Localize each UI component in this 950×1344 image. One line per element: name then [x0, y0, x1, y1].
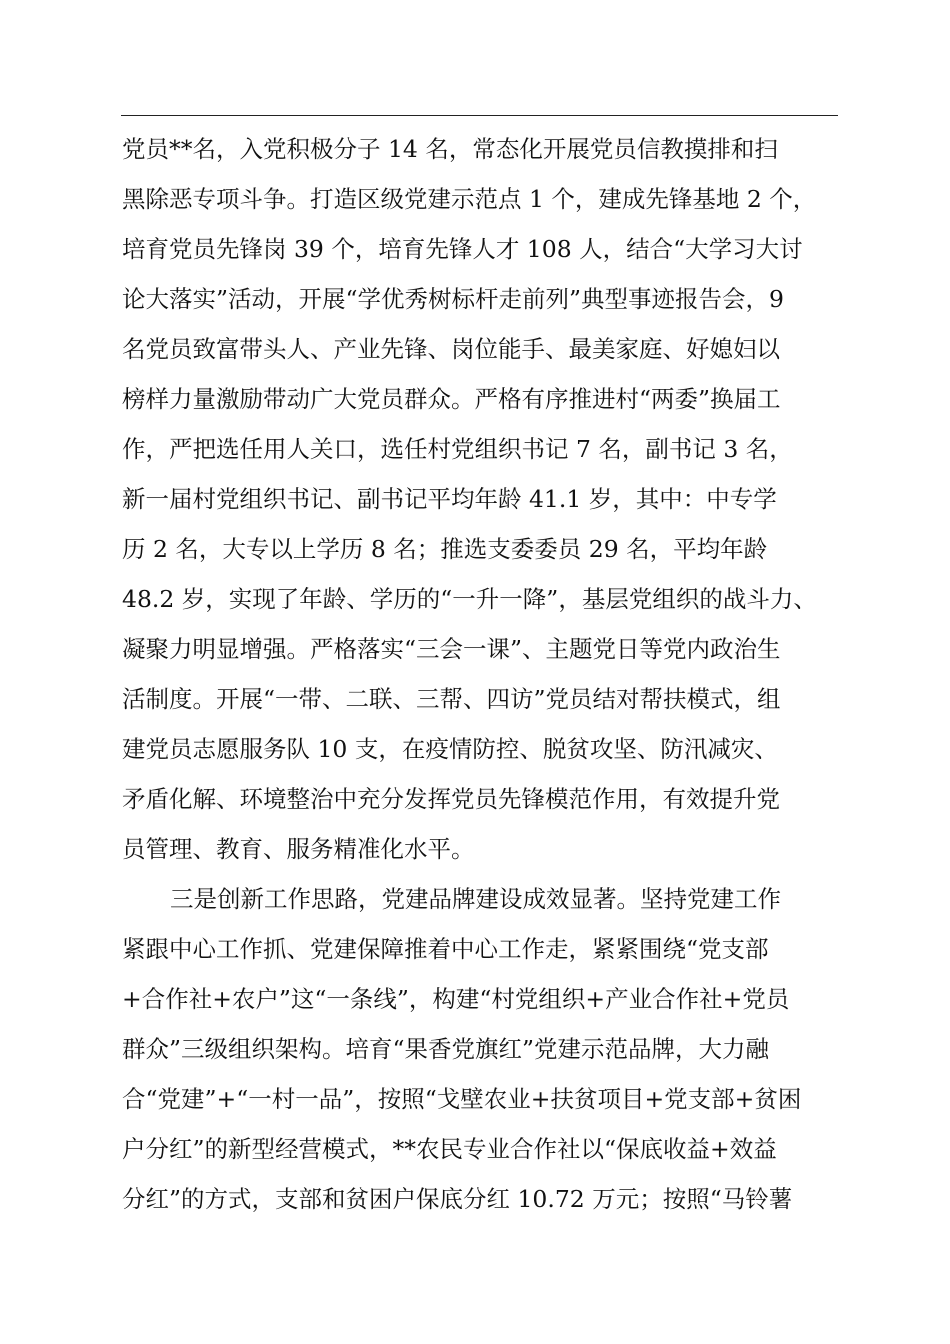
text-line: 论大落实”活动，开展“学优秀树标杆走前列”典型事迹报告会，9: [122, 285, 784, 313]
text-line: 紧跟中心工作抓、党建保障推着中心工作走，紧紧围绕“党支部: [122, 935, 769, 963]
text-line: 矛盾化解、环境整治中充分发挥党员先锋模范作用，有效提升党: [122, 785, 780, 813]
text-line: 48.2 岁，实现了年龄、学历的“一升一降”，基层党组织的战斗力、: [122, 585, 817, 613]
text-line: 活制度。开展“一带、二联、三帮、四访”党员结对帮扶模式，组: [122, 685, 781, 713]
text-line: 建党员志愿服务队 10 支，在疫情防控、脱贫攻坚、防汛减灾、: [122, 735, 778, 763]
text-line: 凝聚力明显增强。严格落实“三会一课”、主题党日等党内政治生: [122, 635, 781, 663]
text-line: 作，严把选任用人关口，选任村党组织书记 7 名，副书记 3 名，: [122, 435, 793, 463]
body-text: [122, 124, 838, 1224]
text-line: 历 2 名，大专以上学历 8 名；推选支委委员 29 名，平均年龄: [122, 535, 768, 563]
header-rule: [121, 115, 838, 116]
text-line: +合作社+农户”这“一条线”，构建“村党组织+产业合作社+党员: [122, 985, 790, 1013]
text-line: 户分红”的新型经营模式，**农民专业合作社以“保底收益+效益: [122, 1135, 777, 1163]
text-line: 新一届村党组织书记、副书记平均年龄 41.1 岁，其中：中专学: [122, 485, 777, 513]
paragraph-start-line: 三是创新工作思路，党建品牌建设成效显著。坚持党建工作: [170, 885, 781, 913]
text-line: 党员**名，入党积极分子 14 名，常态化开展党员信教摸排和扫: [122, 135, 778, 163]
text-line: 分红”的方式，支部和贫困户保底分红 10.72 万元；按照“马铃薯: [122, 1185, 793, 1213]
text-line: 名党员致富带头人、产业先锋、岗位能手、最美家庭、好媳妇以: [122, 335, 780, 363]
text-line: 合“党建”+“一村一品”，按照“戈壁农业+扶贫项目+党支部+贫困: [122, 1085, 802, 1113]
text-line: 培育党员先锋岗 39 个，培育先锋人才 108 人，结合“大学习大讨: [122, 235, 803, 263]
text-line: 员管理、教育、服务精准化水平。: [122, 835, 475, 863]
text-line: 群众”三级组织架构。培育“果香党旗红”党建示范品牌，大力融: [122, 1035, 770, 1063]
text-line: 黑除恶专项斗争。打造区级党建示范点 1 个，建成先锋基地 2 个，: [122, 185, 817, 213]
text-line: 榜样力量激励带动广大党员群众。严格有序推进村“两委”换届工: [122, 385, 781, 413]
